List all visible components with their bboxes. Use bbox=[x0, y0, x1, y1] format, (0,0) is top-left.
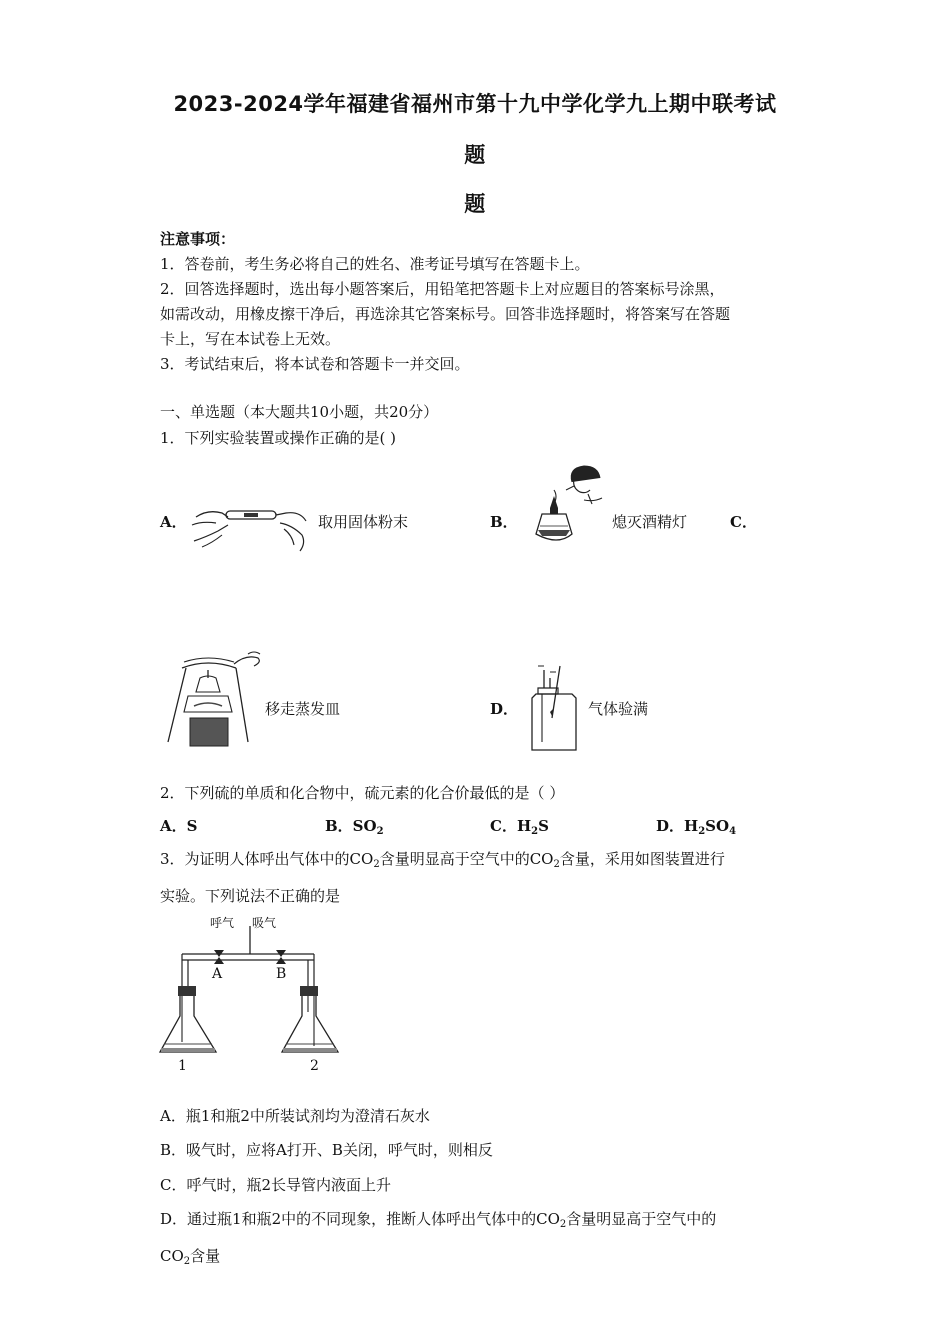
q3-option-a: A．瓶1和瓶2中所装试剂均为澄清石灰水 bbox=[160, 1107, 430, 1125]
q1-option-a-text: 取用固体粉末 bbox=[318, 513, 409, 531]
q1-option-b-label: B． bbox=[490, 513, 518, 531]
q1-option-c-image bbox=[160, 648, 268, 752]
q1-option-b-image bbox=[528, 464, 610, 558]
page-title: 2023-2024学年福建省福州市第十九中学化学九上期中联考试 bbox=[173, 92, 777, 116]
q2-option-b-text: B．SO bbox=[325, 817, 377, 835]
q1-option-d-label: D． bbox=[490, 700, 519, 718]
q2-option-d bbox=[656, 815, 736, 836]
q1-option-b-text: 熄灭酒精灯 bbox=[612, 513, 688, 531]
q3-option-d-text: D．通过瓶1和瓶2中的不同现象，推断人体呼出气体中的CO bbox=[160, 1210, 560, 1228]
q1-option-c-label: C． bbox=[730, 513, 757, 531]
notice-item-2-line-2: 如需改动，用橡皮擦干净后，再选涂其它答案标号。回答非选择题时，将答案写在答题 bbox=[160, 305, 731, 323]
q2-option-d-mid: SO bbox=[705, 817, 730, 835]
q3-option-d-line-1 bbox=[160, 1208, 716, 1229]
q1-option-c-text: 移走蒸发皿 bbox=[265, 700, 341, 718]
question-3-stem-line-1 bbox=[160, 848, 725, 869]
q3-option-d-line-2-subscript: 2 bbox=[183, 1256, 191, 1267]
q2-option-c-suffix: S bbox=[538, 817, 549, 835]
section-heading: 一、单选题（本大题共10小题，共20分） bbox=[160, 403, 439, 421]
q3-option-b: B．吸气时，应将A打开、B关闭，呼气时，则相反 bbox=[160, 1141, 493, 1159]
q2-option-d-subscript-2: 4 bbox=[729, 826, 737, 837]
q1-option-a-image bbox=[188, 495, 314, 555]
q2-option-b-subscript: 2 bbox=[376, 826, 384, 837]
q2-option-c bbox=[490, 815, 549, 836]
q3-fig-bottle-1: 1 bbox=[178, 1058, 187, 1074]
q3-stem-part-2: 含量明显高于空气中的CO bbox=[379, 850, 554, 868]
q3-option-d-text-end: 含量明显高于空气中的 bbox=[566, 1210, 717, 1228]
q3-stem-part-1: 3．为证明人体呼出气体中的CO bbox=[160, 850, 374, 868]
q3-fig-label-exhale: 呼气 bbox=[210, 916, 235, 930]
q3-option-d-line-2-end: 含量 bbox=[190, 1247, 221, 1265]
notice-item-3: 3．考试结束后，将本试卷和答题卡一并交回。 bbox=[160, 355, 470, 373]
page-title-repeat: 题 bbox=[464, 192, 486, 216]
q3-stem-subscript-2: 2 bbox=[553, 859, 560, 870]
q3-stem-part-3: 含量，采用如图装置进行 bbox=[559, 850, 725, 868]
q2-option-b bbox=[325, 815, 384, 836]
question-1-stem: 1．下列实验装置或操作正确的是( ) bbox=[160, 429, 397, 447]
q3-option-d-line-2 bbox=[160, 1245, 220, 1266]
q1-option-d-image bbox=[528, 664, 580, 752]
q3-option-d-line-2-prefix: CO bbox=[160, 1247, 184, 1265]
q3-fig-valve-b: B bbox=[276, 966, 287, 982]
q3-option-d-subscript: 2 bbox=[559, 1219, 567, 1230]
q2-option-d-text: D．H bbox=[656, 817, 699, 835]
q3-stem-subscript-1: 2 bbox=[373, 859, 380, 870]
question-2-stem: 2．下列硫的单质和化合物中，硫元素的化合价最低的是（ ） bbox=[160, 784, 565, 802]
q1-option-d-text: 气体验满 bbox=[588, 700, 649, 718]
notice-item-1: 1．答卷前，考生务必将自己的姓名、准考证号填写在答题卡上。 bbox=[160, 255, 590, 273]
q3-option-c: C．呼气时，瓶2长导管内液面上升 bbox=[160, 1176, 392, 1194]
q3-apparatus-diagram bbox=[158, 912, 338, 1074]
q2-option-a: A．S bbox=[160, 817, 198, 835]
page-title-continuation: 题 bbox=[464, 143, 486, 167]
q3-fig-valve-a: A bbox=[212, 966, 223, 982]
q2-option-d-subscript-1: 2 bbox=[698, 826, 706, 837]
notice-heading: 注意事项： bbox=[160, 230, 236, 248]
notice-item-2-line-1: 2．回答选择题时，选出每小题答案后，用铅笔把答题卡上对应题目的答案标号涂黑， bbox=[160, 280, 725, 298]
question-3-stem-line-2: 实验。下列说法不正确的是 bbox=[160, 887, 341, 905]
notice-item-2-line-3: 卡上，写在本试卷上无效。 bbox=[160, 330, 341, 348]
q2-option-c-text: C．H bbox=[490, 817, 532, 835]
q2-option-c-subscript: 2 bbox=[531, 826, 539, 837]
q1-option-a-label: A． bbox=[160, 513, 187, 531]
q3-fig-label-inhale: 吸气 bbox=[252, 916, 277, 930]
q3-fig-bottle-2: 2 bbox=[310, 1058, 319, 1074]
